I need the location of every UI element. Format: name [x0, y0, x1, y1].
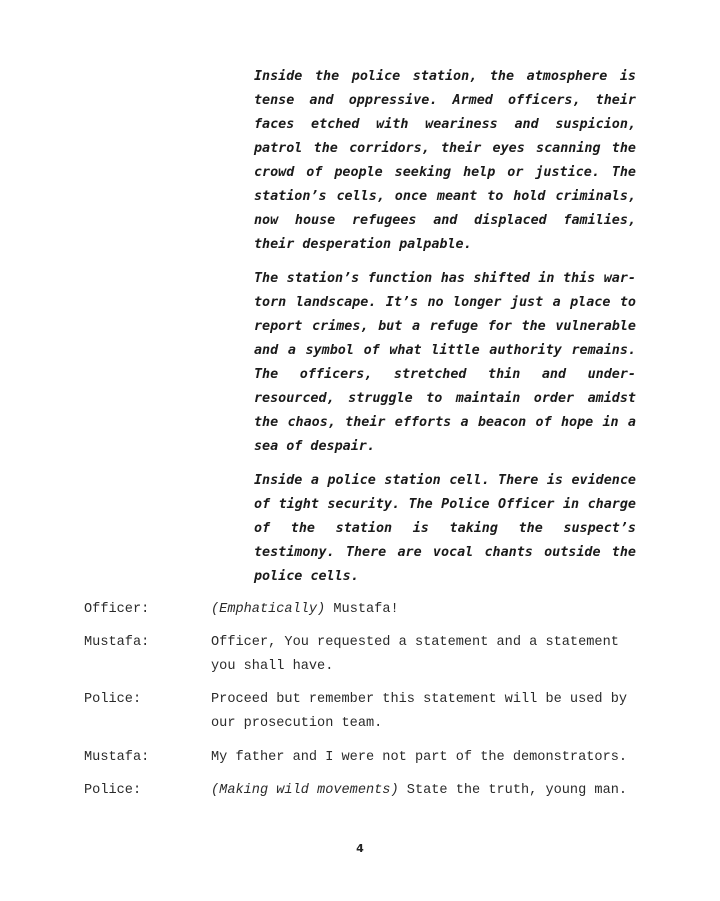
speaker-name: Officer:: [84, 602, 150, 617]
spoken-line: State the truth, young man.: [398, 783, 628, 798]
speech-text: [211, 779, 637, 803]
speech-text: [211, 746, 637, 770]
spoken-line: Proceed but remember this statement will be used by our prosecution team.: [211, 692, 628, 731]
speech-text: [211, 598, 637, 622]
speaker-name: Mustafa:: [84, 750, 150, 765]
stage-direction-paragraph: Inside a police station cell. There is evidence of tight security. The Police Officer in charge of the station is taking the suspect’s testimony. There are vocal chants outside the police cells.: [254, 473, 636, 584]
parenthetical-direction: (Making wild movements): [211, 783, 399, 798]
stage-direction-paragraph: Inside the police station, the atmosphere is tense and oppressive. Armed officers, their faces etched with weariness and suspicion, patrol the corridors, their eyes scanning the crowd of people seeking help or justice. The station’s cells, once meant to hold criminals, now house refugees and displaced families, their desperation palpable.: [254, 69, 636, 252]
speaker-name: Police:: [84, 783, 142, 798]
parenthetical-direction: (Emphatically): [211, 602, 326, 617]
stage-direction-paragraph: The station’s function has shifted in this war-torn landscape. It’s no longer just a place to report crimes, but a refuge for the vulnerable and a symbol of what little authority remains. The officers, stretched thin and under-resourced, struggle to maintain order amidst the chaos, their efforts a beacon of hope in a sea of despair.: [254, 271, 636, 454]
page-number: 4: [356, 842, 364, 855]
spoken-line: Mustafa!: [325, 602, 399, 617]
spoken-line: Officer, You requested a statement and a statement you shall have.: [211, 635, 619, 674]
speech-text: [211, 631, 637, 679]
spoken-line: My father and I were not part of the demonstrators.: [211, 750, 628, 765]
speech-text: [211, 688, 637, 736]
speaker-name: Police:: [84, 692, 142, 707]
speaker-name: Mustafa:: [84, 635, 150, 650]
